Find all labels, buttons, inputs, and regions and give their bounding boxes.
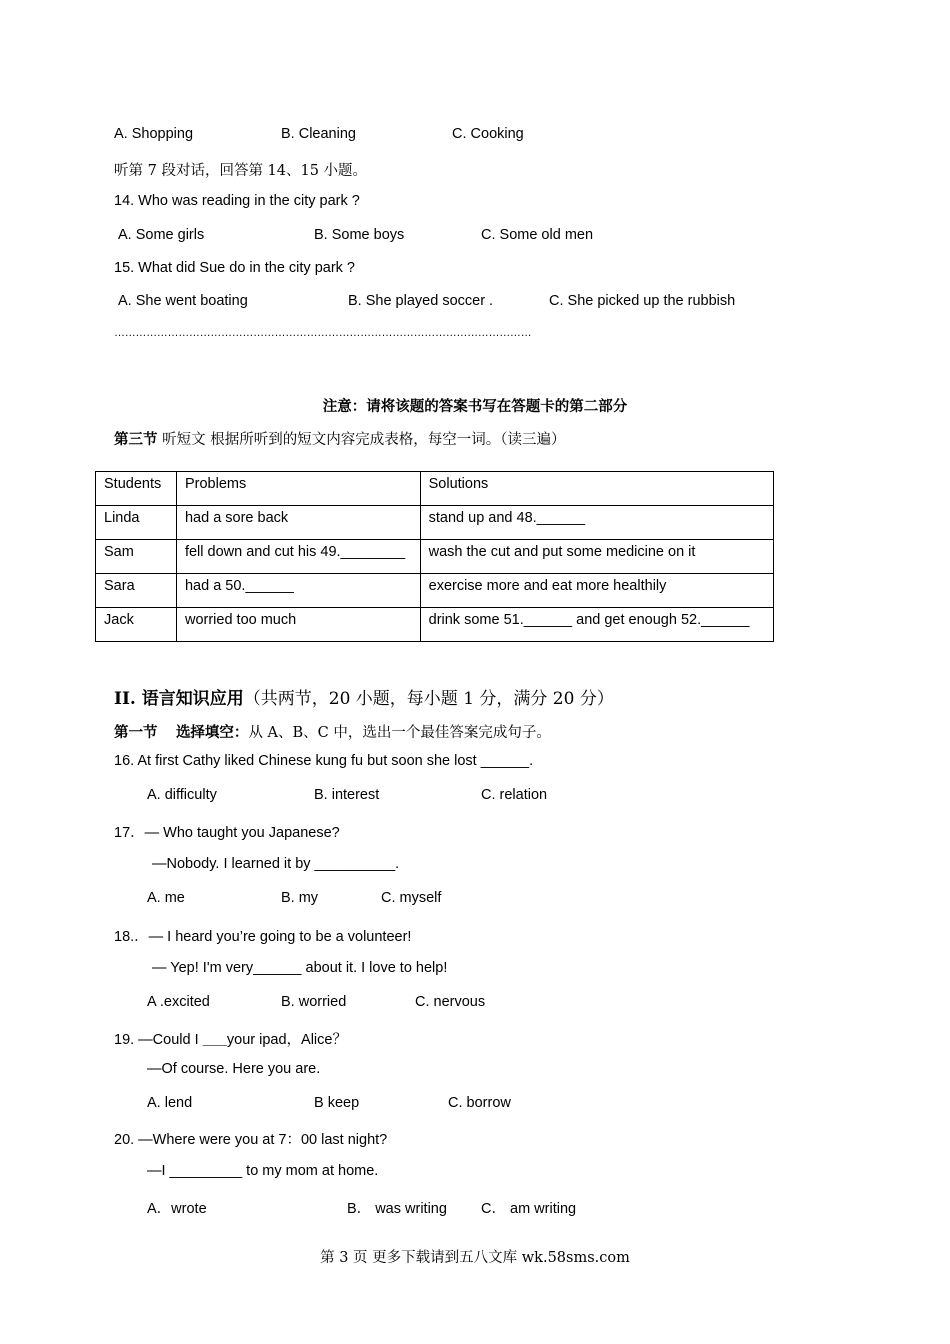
- q17-option-a: A. me: [147, 890, 185, 906]
- q13-option-a: A. Shopping: [114, 126, 194, 142]
- table-cell: stand up and 48.______: [420, 506, 773, 540]
- q16-option-b: B. interest: [314, 787, 380, 803]
- q18-option-a: A .excited: [147, 994, 210, 1010]
- table-cell: Sam: [96, 540, 177, 574]
- q18-option-c: C. nervous: [415, 994, 486, 1010]
- q19-stem: [114, 1028, 347, 1049]
- q14-option-a: A. Some girls: [118, 227, 205, 243]
- section3-text: 听短文 根据所听到的短文内容完成表格，每空一词。（读三遍）: [157, 432, 566, 448]
- dialog7-instruction: 听第 7 段对话，回答第 14、15 小题。: [114, 163, 368, 179]
- q15-option-a: A. She went boating: [118, 293, 248, 309]
- q18-stem: 18.．— I heard you’re going to be a volunteer!: [114, 929, 412, 945]
- table-cell: worried too much: [176, 608, 420, 642]
- table-row: [96, 540, 774, 574]
- q16-option-a: A. difficulty: [147, 787, 217, 803]
- notice: 注意：请将该题的答案书写在答题卡的第二部分: [322, 398, 628, 415]
- q20-option-b: B． was writing: [347, 1201, 447, 1217]
- part2-title: II. 语言知识应用: [114, 689, 244, 709]
- part2-heading: [114, 684, 614, 709]
- section1-bold: 选择填空：: [175, 724, 249, 741]
- table-cell: drink some 51.______ and get enough 52.______: [420, 608, 773, 642]
- section1-label: 第一节: [114, 724, 158, 741]
- q17-reply: —Nobody. I learned it by __________.: [152, 856, 400, 872]
- table-header: Students: [96, 472, 177, 506]
- q13-option-c: C. Cooking: [452, 126, 524, 142]
- q19-option-c: C. borrow: [448, 1095, 511, 1111]
- q14-stem: 14. Who was reading in the city park ?: [114, 193, 360, 209]
- q18-reply: — Yep! I'm very______ about it. I love to help!: [152, 960, 448, 976]
- table-cell: fell down and cut his 49.________: [176, 540, 420, 574]
- q20-stem: 20. —Where were you at 7：00 last night?: [114, 1132, 388, 1148]
- q16-stem: 16. At first Cathy liked Chinese kung fu but soon she lost ______.: [114, 753, 534, 769]
- q19-option-b: B keep: [314, 1095, 360, 1111]
- q19-reply: —Of course. Here you are.: [147, 1061, 321, 1077]
- q17-option-c: C. myself: [381, 890, 442, 906]
- q19-stem-pre: 19. —Could I: [114, 1032, 203, 1048]
- dotted-divider: ………………………………………………………………………………………………………: [114, 327, 532, 339]
- table-cell: Jack: [96, 608, 177, 642]
- q20-option-c: C． am writing: [481, 1201, 577, 1217]
- q13-option-b: B. Cleaning: [281, 126, 356, 142]
- q15-stem: 15. What did Sue do in the city park ?: [114, 260, 355, 276]
- table-cell: had a 50.______: [176, 574, 420, 608]
- table-cell: exercise more and eat more healthily: [420, 574, 773, 608]
- q19-option-a: A. lend: [147, 1095, 193, 1111]
- table-header: Problems: [176, 472, 420, 506]
- table-header: Solutions: [420, 472, 773, 506]
- page-footer: 第 3 页 更多下载请到五八文库 wk.58sms.com: [320, 1250, 630, 1266]
- table-row: [96, 608, 774, 642]
- table-row: [96, 574, 774, 608]
- q20-option-a: A．wrote: [147, 1201, 207, 1217]
- q19-blank: ___: [202, 1032, 227, 1048]
- q15-option-c: C. She picked up the rubbish: [549, 293, 736, 309]
- section3-heading: [114, 428, 565, 449]
- table-cell: had a sore back: [176, 506, 420, 540]
- q15-option-b: B. She played soccer .: [348, 293, 494, 309]
- section1-heading: [114, 721, 551, 742]
- section1-text: 从 A、B、C 中，选出一个最佳答案完成句子。: [248, 725, 551, 741]
- problems-table: [95, 471, 774, 642]
- q16-option-c: C. relation: [481, 787, 548, 803]
- table-cell: wash the cut and put some medicine on it: [420, 540, 773, 574]
- part2-note: （共两节，20 小题，每小题 1 分，满分 20 分）: [243, 689, 614, 709]
- section3-label: 第三节: [114, 431, 158, 448]
- q18-option-b: B. worried: [281, 994, 347, 1010]
- q17-stem: 17．— Who taught you Japanese?: [114, 825, 340, 841]
- table-cell: Linda: [96, 506, 177, 540]
- q14-option-b: B. Some boys: [314, 227, 405, 243]
- q19-stem-post: your ipad，Alice？: [226, 1032, 347, 1048]
- q20-reply: —I _________ to my mom at home.: [147, 1163, 379, 1179]
- q14-option-c: C. Some old men: [481, 227, 594, 243]
- q17-option-b: B. my: [281, 890, 319, 906]
- table-cell: Sara: [96, 574, 177, 608]
- table-header-row: [96, 472, 774, 506]
- table-row: [96, 506, 774, 540]
